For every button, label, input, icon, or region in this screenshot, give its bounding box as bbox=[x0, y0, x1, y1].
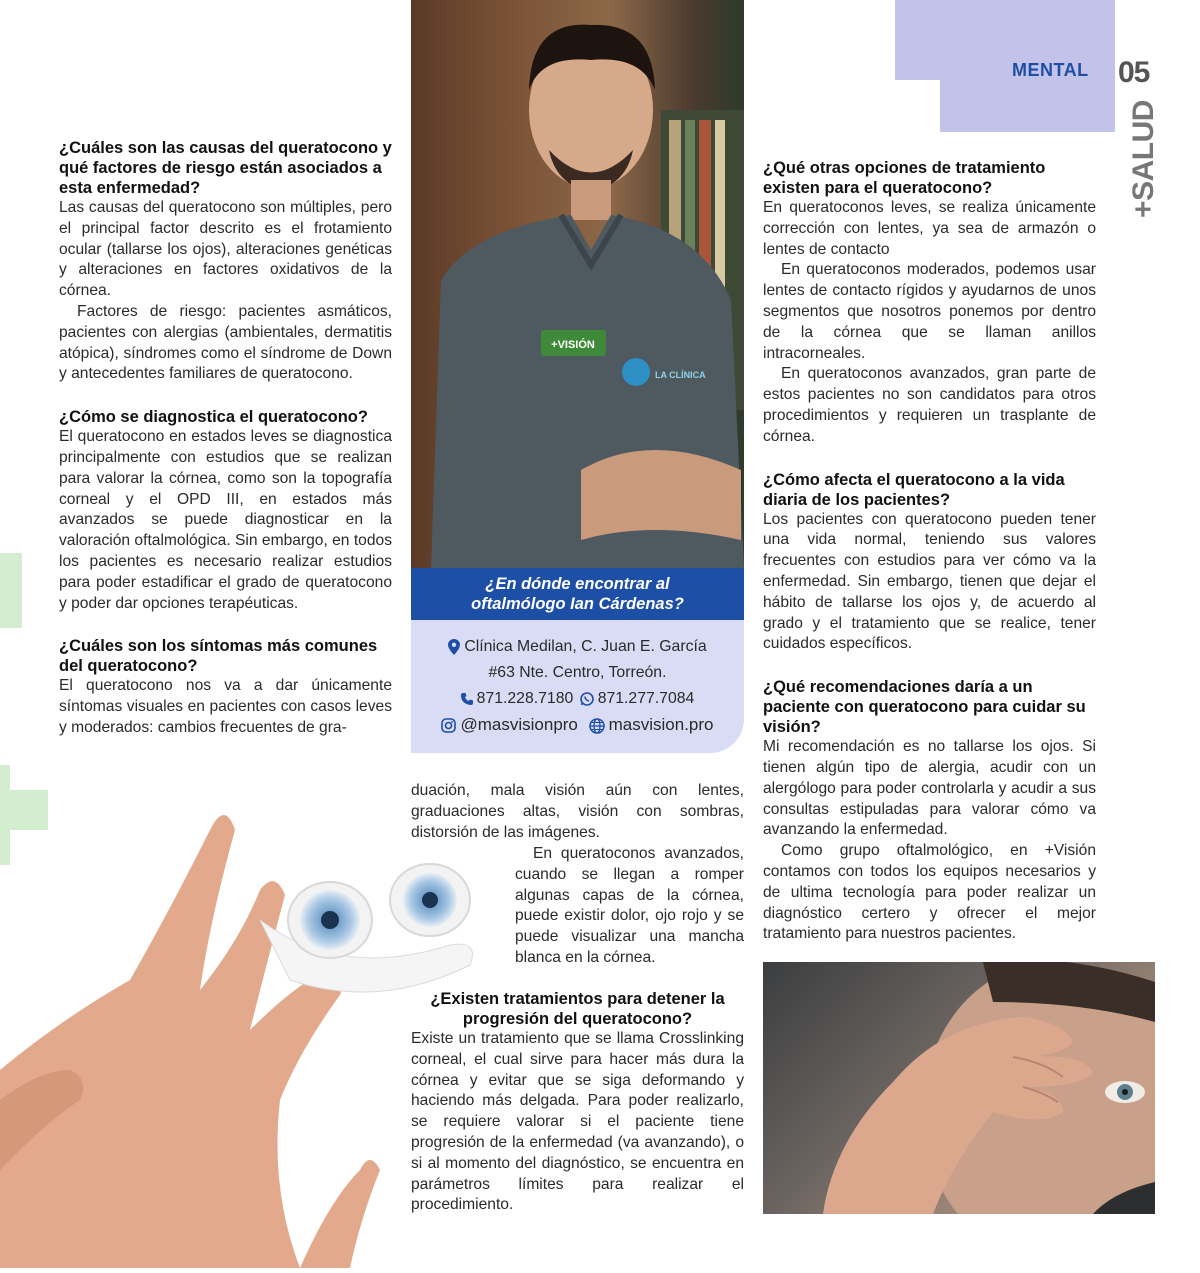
brand-vertical: +SALUD bbox=[1127, 100, 1160, 218]
question-recommendations: ¿Qué recomendaciones daría a un paciente con queratocono para cuidar su visión? bbox=[763, 678, 1086, 737]
info-title-band bbox=[411, 568, 744, 620]
answer-diagnosis: El queratocono en estados leves se diagnostica principalmente con estudios que se realizan para valorar la córnea, como son la topografía corneal y el OPD III, en estados más avanzados se puede diagnosticar en la valoración oftalmológica. Sin embargo, en todos los pacientes es necesario realizar estudios para poder estadificar el grado de queratocono y poder dar opciones terapéuticas. bbox=[59, 428, 392, 612]
question-causes: ¿Cuáles son las causas del queratocono y qué factores de riesgo están asociados a esta enfermedad? bbox=[59, 139, 392, 197]
globe-icon bbox=[589, 718, 605, 734]
instagram-handle[interactable]: @masvisionpro bbox=[460, 715, 578, 734]
address-row bbox=[411, 634, 744, 660]
question-diagnosis: ¿Cómo se diagnostica el queratocono? bbox=[59, 408, 368, 427]
answer-causes-2: Factores de riesgo: pacientes asmáticos, pacientes con alergias (ambientales, dermatitis atópica), síndromes como el síndrome de Down y antecedentes familiares de queratocono. bbox=[59, 302, 392, 383]
location-pin-icon bbox=[448, 639, 460, 655]
header-cross-cutout bbox=[895, 80, 940, 132]
question-other-treatments: ¿Qué otras opciones de tratamiento existen para el queratocono? bbox=[763, 159, 1046, 197]
answer-treatments-stop: Existe un tratamiento que se llama Crosslinking corneal, el cual sirve para hacer más dura la córnea y evitar que se siga deformando y haciendo más delgada. Para poder realizarlo, se requiere valorar si el paciente tiene progresión de la enfermedad (va avanzando), o si al momento del diagnóstico, se encuentra en parámetros límites para realizar el procedimiento. bbox=[411, 1030, 744, 1214]
uniform-badge-text: +VISIÓN bbox=[551, 339, 595, 351]
whatsapp-icon bbox=[580, 692, 594, 706]
phone-icon bbox=[461, 693, 473, 705]
answer-recommendations-2: Como grupo oftalmológico, en +Visión contamos con todos los equipos necesarios y de ultima tecnología para poder realizar un diagnóstico certero y ofrecer el mejor tratamiento para nuestros pacientes. bbox=[763, 842, 1096, 943]
answer-other-treatments-1: En queratoconos leves, se realiza únicamente corrección con lentes, ya sea de armazón o lentes de contacto bbox=[763, 199, 1096, 258]
right-column bbox=[763, 158, 1096, 945]
symptoms-continued: duación, mala visión aún con lentes, graduaciones altas, visión con sombras, distorsión de las imágenes. bbox=[411, 782, 744, 841]
section-label: MENTAL bbox=[1012, 60, 1089, 80]
answer-other-treatments-2: En queratoconos moderados, podemos usar lentes de contacto rígidos y ayudarnos de unos segmentos que nosotros ponemos por dentro de la córnea que se llaman anillos intracorneales. bbox=[763, 261, 1096, 362]
info-title: ¿En dónde encontrar al oftalmólogo Ian Cárdenas? bbox=[471, 575, 684, 613]
phones-row bbox=[411, 686, 744, 712]
eye-rubbing-illustration bbox=[763, 962, 1155, 1214]
whatsapp-number[interactable]: 871.277.7084 bbox=[597, 690, 695, 707]
question-symptoms: ¿Cuáles son los síntomas más comunes del queratocono? bbox=[59, 637, 378, 676]
symptoms-advanced: En queratoconos avanzados, cuando se llegan a romper algunas capas de la córnea, puede existir dolor, ojo rojo y se puede visualizar una mancha blanca en la córnea. bbox=[515, 845, 744, 966]
page-number: 05 bbox=[1118, 56, 1150, 89]
question-daily-life: ¿Cómo afecta el queratocono a la vida diaria de los pacientes? bbox=[763, 470, 1065, 509]
answer-other-treatments-3: En queratoconos avanzados, gran parte de estos pacientes no son candidatos para otros procedimientos y requieren un trasplante de córnea. bbox=[763, 365, 1096, 445]
question-treatments-stop: ¿Existen tratamientos para detener la progresión del queratocono? bbox=[430, 990, 725, 1028]
website-link[interactable]: masvision.pro bbox=[608, 715, 714, 734]
address-line-2: #63 Nte. Centro, Torreón. bbox=[488, 664, 667, 681]
left-column bbox=[59, 138, 392, 739]
phone-number[interactable]: 871.228.7180 bbox=[476, 690, 574, 707]
instagram-icon bbox=[441, 718, 456, 733]
address-line-1: Clínica Medilan, C. Juan E. García bbox=[464, 638, 707, 655]
answer-causes-1: Las causas del queratocono son múltiples, pero el principal factor descrito es el frotamiento ocular (tallarse los ojos), alteraciones genéticas y alteraciones en factores oxidativos de la córnea. bbox=[59, 199, 392, 300]
answer-symptoms: El queratocono nos va a dar únicamente síntomas visuales en pacientes con casos leves y moderados: cambios frecuentes de gra- bbox=[59, 677, 392, 736]
doctor-photo bbox=[411, 0, 744, 568]
middle-column-bottom bbox=[411, 989, 744, 1216]
info-box bbox=[411, 620, 744, 753]
answer-daily-life: Los pacientes con queratocono pueden tener una vida normal, teniendo sus valores frecuentes con estudios para ver cómo va la enfermedad. Sin embargo, tienen que dejar el hábito de tallarse los ojos y, de acuerdo al grado y el tratamiento que se realice, tener cuidados específicos. bbox=[763, 510, 1096, 653]
doctor-illustration bbox=[411, 0, 744, 568]
eye-rubbing-photo bbox=[763, 962, 1155, 1214]
uniform-logo-text: LA CLÍNICA bbox=[655, 370, 706, 380]
green-edge-decoration-top bbox=[0, 553, 22, 628]
social-row bbox=[411, 712, 744, 738]
answer-recommendations-1: Mi recomendación es no tallarse los ojos. Si tienen algún tipo de alergia, acudir con un alergólogo para poder controlarla y acudir a sus consultas estipuladas para valorar cómo va avanzando la enfermedad. bbox=[763, 738, 1096, 839]
